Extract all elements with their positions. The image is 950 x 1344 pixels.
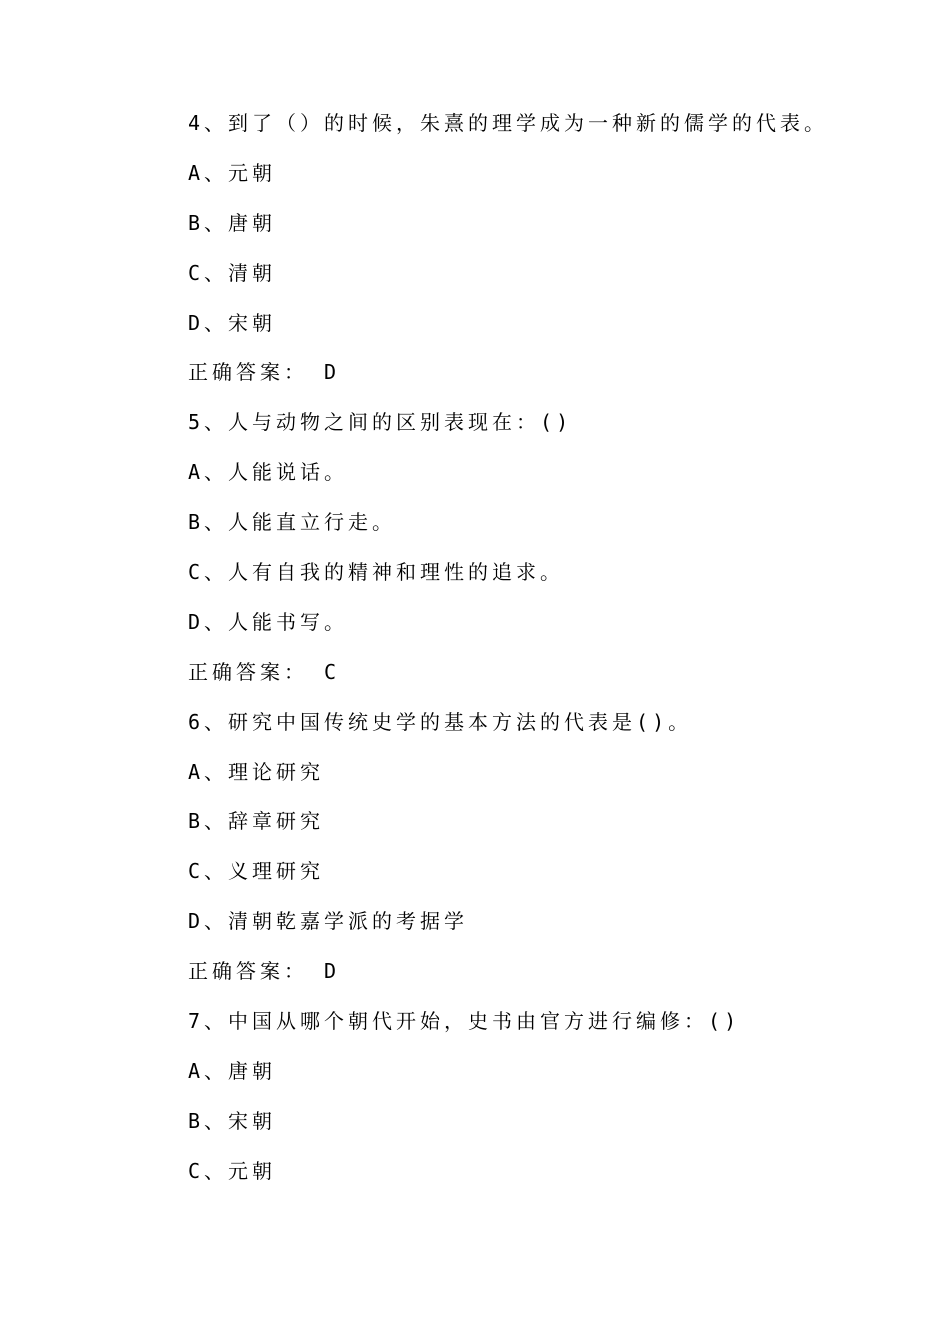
question-7-option-c: C、元朝 (188, 1158, 277, 1183)
question-4-answer: 正确答案： D (188, 360, 341, 385)
question-5-option-b: B、人能直立行走。 (188, 510, 397, 535)
question-7-option-b: B、宋朝 (188, 1108, 277, 1133)
question-4-option-d: D、宋朝 (188, 310, 277, 335)
question-5-option-c: C、人有自我的精神和理性的追求。 (188, 560, 565, 585)
question-7-text: 7、中国从哪个朝代开始，史书由官方进行编修：() (188, 1009, 741, 1034)
question-list (188, 103, 888, 1201)
question-6-text: 6、研究中国传统史学的基本方法的代表是()。 (188, 709, 693, 734)
question-6-option-d: D、清朝乾嘉学派的考据学 (188, 909, 469, 934)
question-5-option-d: D、人能书写。 (188, 609, 349, 634)
question-4-option-c: C、清朝 (188, 260, 277, 285)
question-4-option-b: B、唐朝 (188, 210, 277, 235)
question-4-text: 4、到了（）的时候，朱熹的理学成为一种新的儒学的代表。 (188, 111, 829, 135)
question-6-answer: 正确答案： D (188, 959, 341, 984)
question-4-option-a: A、元朝 (188, 160, 277, 185)
question-7-option-a: A、唐朝 (188, 1058, 277, 1083)
question-5-option-a: A、人能说话。 (188, 460, 349, 485)
question-5-text: 5、人与动物之间的区别表现在：() (188, 410, 573, 435)
question-6-option-c: C、义理研究 (188, 859, 325, 884)
question-6-option-a: A、理论研究 (188, 759, 325, 784)
question-6-option-b: B、辞章研究 (188, 809, 325, 834)
question-5-answer: 正确答案： C (188, 659, 341, 684)
